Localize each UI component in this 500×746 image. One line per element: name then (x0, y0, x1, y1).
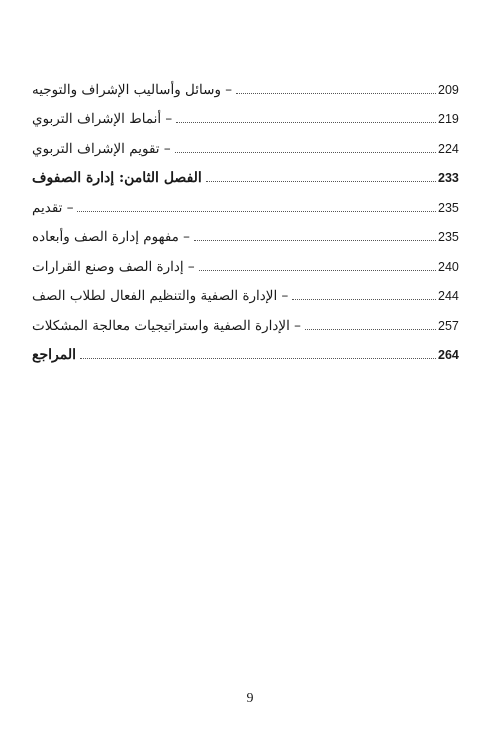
toc-entry-title: – وسائل وأساليب الإشراف والتوجيه (32, 81, 233, 98)
dot-leader (206, 180, 436, 182)
toc-entry-methods-of-supervision[interactable] (30, 69, 464, 99)
toc-entry-page: 224 (438, 141, 459, 156)
toc-entry-decision-making[interactable] (30, 246, 464, 276)
toc-entry-effective-organization[interactable] (30, 276, 464, 306)
toc-entry-title: – تقويم الإشراف التربوي (32, 140, 171, 157)
toc-entry-title: – تقديم (32, 199, 74, 216)
dot-leader (305, 328, 436, 330)
toc-entry-page: 233 (438, 171, 459, 185)
toc-entry-page: 235 (438, 200, 459, 215)
toc-entry-chapter-eight[interactable] (30, 158, 464, 188)
dot-leader (80, 357, 436, 359)
table-of-contents (30, 69, 464, 364)
toc-entry-page: 209 (438, 82, 459, 97)
dot-leader (176, 121, 436, 123)
toc-entry-page: 244 (438, 289, 459, 303)
toc-entry-page: 264 (438, 348, 459, 362)
toc-entry-title: – الإدارة الصفية واستراتيجيات معالجة المشكلات (32, 317, 301, 334)
toc-entry-supervision-styles[interactable] (30, 99, 464, 129)
dot-leader (77, 210, 436, 212)
toc-entry-introduction[interactable] (30, 187, 464, 217)
dot-leader (194, 239, 436, 241)
toc-chapter-title: المراجع (32, 347, 76, 363)
dot-leader (236, 92, 436, 94)
toc-entry-page: 219 (438, 112, 459, 126)
dot-leader (292, 298, 436, 300)
toc-entry-references[interactable] (30, 335, 464, 365)
page-number: 9 (246, 691, 254, 706)
toc-entry-title: – مفهوم إدارة الصف وأبعاده (32, 229, 190, 245)
toc-entry-page: 257 (438, 318, 459, 333)
dot-leader (175, 151, 436, 153)
toc-entry-page: 235 (438, 230, 459, 244)
toc-entry-title: – إدارة الصف وصنع القرارات (32, 258, 195, 275)
toc-entry-supervision-evaluation[interactable] (30, 128, 464, 158)
toc-entry-title: – الإدارة الصفية والتنظيم الفعال لطلاب الصف (32, 288, 289, 304)
dot-leader (199, 269, 436, 271)
toc-entry-title: – أنماط الإشراف التربوي (32, 111, 173, 127)
toc-entry-problem-strategies[interactable] (30, 305, 464, 335)
toc-entry-classroom-management-concept[interactable] (30, 217, 464, 247)
toc-chapter-title: الفصل الثامن: إدارة الصفوف (32, 170, 202, 186)
toc-entry-page: 240 (438, 259, 459, 274)
